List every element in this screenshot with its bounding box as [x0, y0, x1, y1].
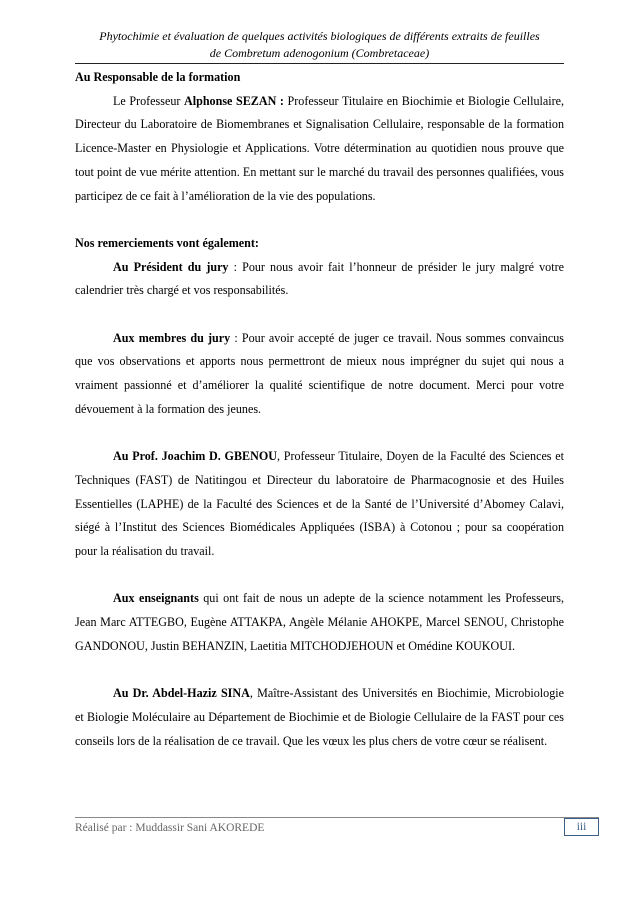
spacer — [75, 659, 564, 683]
page-body — [75, 66, 564, 753]
section-heading-remerciements: Nos remerciements vont également: — [75, 235, 259, 250]
paragraph-text: Professeur Titulaire en Biochimie et Biologie Cellulaire, Directeur du Laboratoire de Biomembranes et Signalisation Cellulaire, responsable de la formation Licence-Master en Physiologie et Applications. Votre détermination au quotidien nous prouve que tout point de vue mérite attention. En mettant sur le marché du travail des personnes qualifiées, vous participez de ce fait à l’amélioration de la vie des populations. — [75, 93, 564, 203]
paragraph-text: qui ont fait de nous un adepte de la science notamment les Professeurs, Jean Marc ATTEGBO, Eugène ATTAKPA, Angèle Mélanie AHOKPE, Marcel SENOU, Christophe GANDONOU, Justin BEHANZIN, Laetitia MITCHODJEHOUN et Omédine KOUKOUI. — [75, 591, 565, 653]
footer-author: Réalisé par : Muddassir Sani AKOREDE — [75, 822, 265, 834]
paragraph-membres-jury — [75, 327, 564, 422]
paragraph-text: , Maître-Assistant des Universités en Biochimie, Microbiologie et Biologie Moléculaire au Département de Biochimie et de Biologie Cellulaire de la FAST pour ces conseils lors de la réalisation de ce travail. Que les vœux les plus chers de votre cœur se réalisent. — [75, 686, 564, 748]
paragraph-bold-name: Au Prof. Joachim D. GBENOU — [113, 449, 277, 464]
paragraph-bold-name: Au Président du jury — [113, 259, 229, 274]
spacer — [75, 564, 564, 588]
paragraph-text: : Pour nous avoir fait l’honneur de présider le jury malgré votre calendrier très chargé et vos responsabilités. — [75, 259, 564, 298]
spacer — [75, 422, 564, 446]
section-heading-responsable: Au Responsable de la formation — [75, 70, 241, 84]
spacer — [75, 303, 564, 327]
page-number: iii — [564, 818, 599, 836]
paragraph-bold-name: Alphonse SEZAN : — [184, 93, 284, 108]
paragraph-text: , Professeur Titulaire, Doyen de la Faculté des Sciences et Techniques (FAST) de Natitingou et Directeur du laboratoire de Pharmacognosie et des Huiles Essentielles (LAPHE) de la Faculté des Sciences et de la Santé de l’Université d’Abomey Calavi, siégé à l’Institut des Sciences Biomédicales Appliquées (ISBA) à Cotonou ; pour sa coopération pour la réalisation du travail. — [75, 449, 564, 559]
spacer — [75, 208, 564, 232]
paragraph-bold-name: Au Dr. Abdel-Haziz SINA — [113, 686, 250, 701]
header-title-line1: Phytochimie et évaluation de quelques activités biologiques de différents extraits de feuilles — [99, 29, 540, 43]
paragraph-sina — [75, 682, 564, 753]
paragraph-president-jury — [75, 256, 564, 303]
paragraph-lead: Le Professeur — [113, 93, 184, 108]
paragraph-bold-name: Aux membres du jury — [113, 330, 231, 345]
footer-rule — [75, 817, 599, 818]
paragraph-gbenou — [75, 445, 564, 564]
header-rule — [75, 63, 564, 64]
paragraph-enseignants — [75, 587, 564, 658]
paragraph-bold-name: Aux enseignants — [113, 591, 199, 606]
paragraph-text: : Pour avoir accepté de juger ce travail. Nous sommes convaincus que vos observations et apports nous permettront de mieux nous imprégner du sujet qui nous a vraiment passionné et d’améliorer la qualité scientifique de notre document. Merci pour votre dévouement à la formation des jeunes. — [75, 330, 564, 416]
running-header — [75, 28, 564, 62]
paragraph-responsable — [75, 90, 564, 209]
header-title-line2: de Combretum adenogonium (Combretaceae) — [209, 46, 430, 60]
